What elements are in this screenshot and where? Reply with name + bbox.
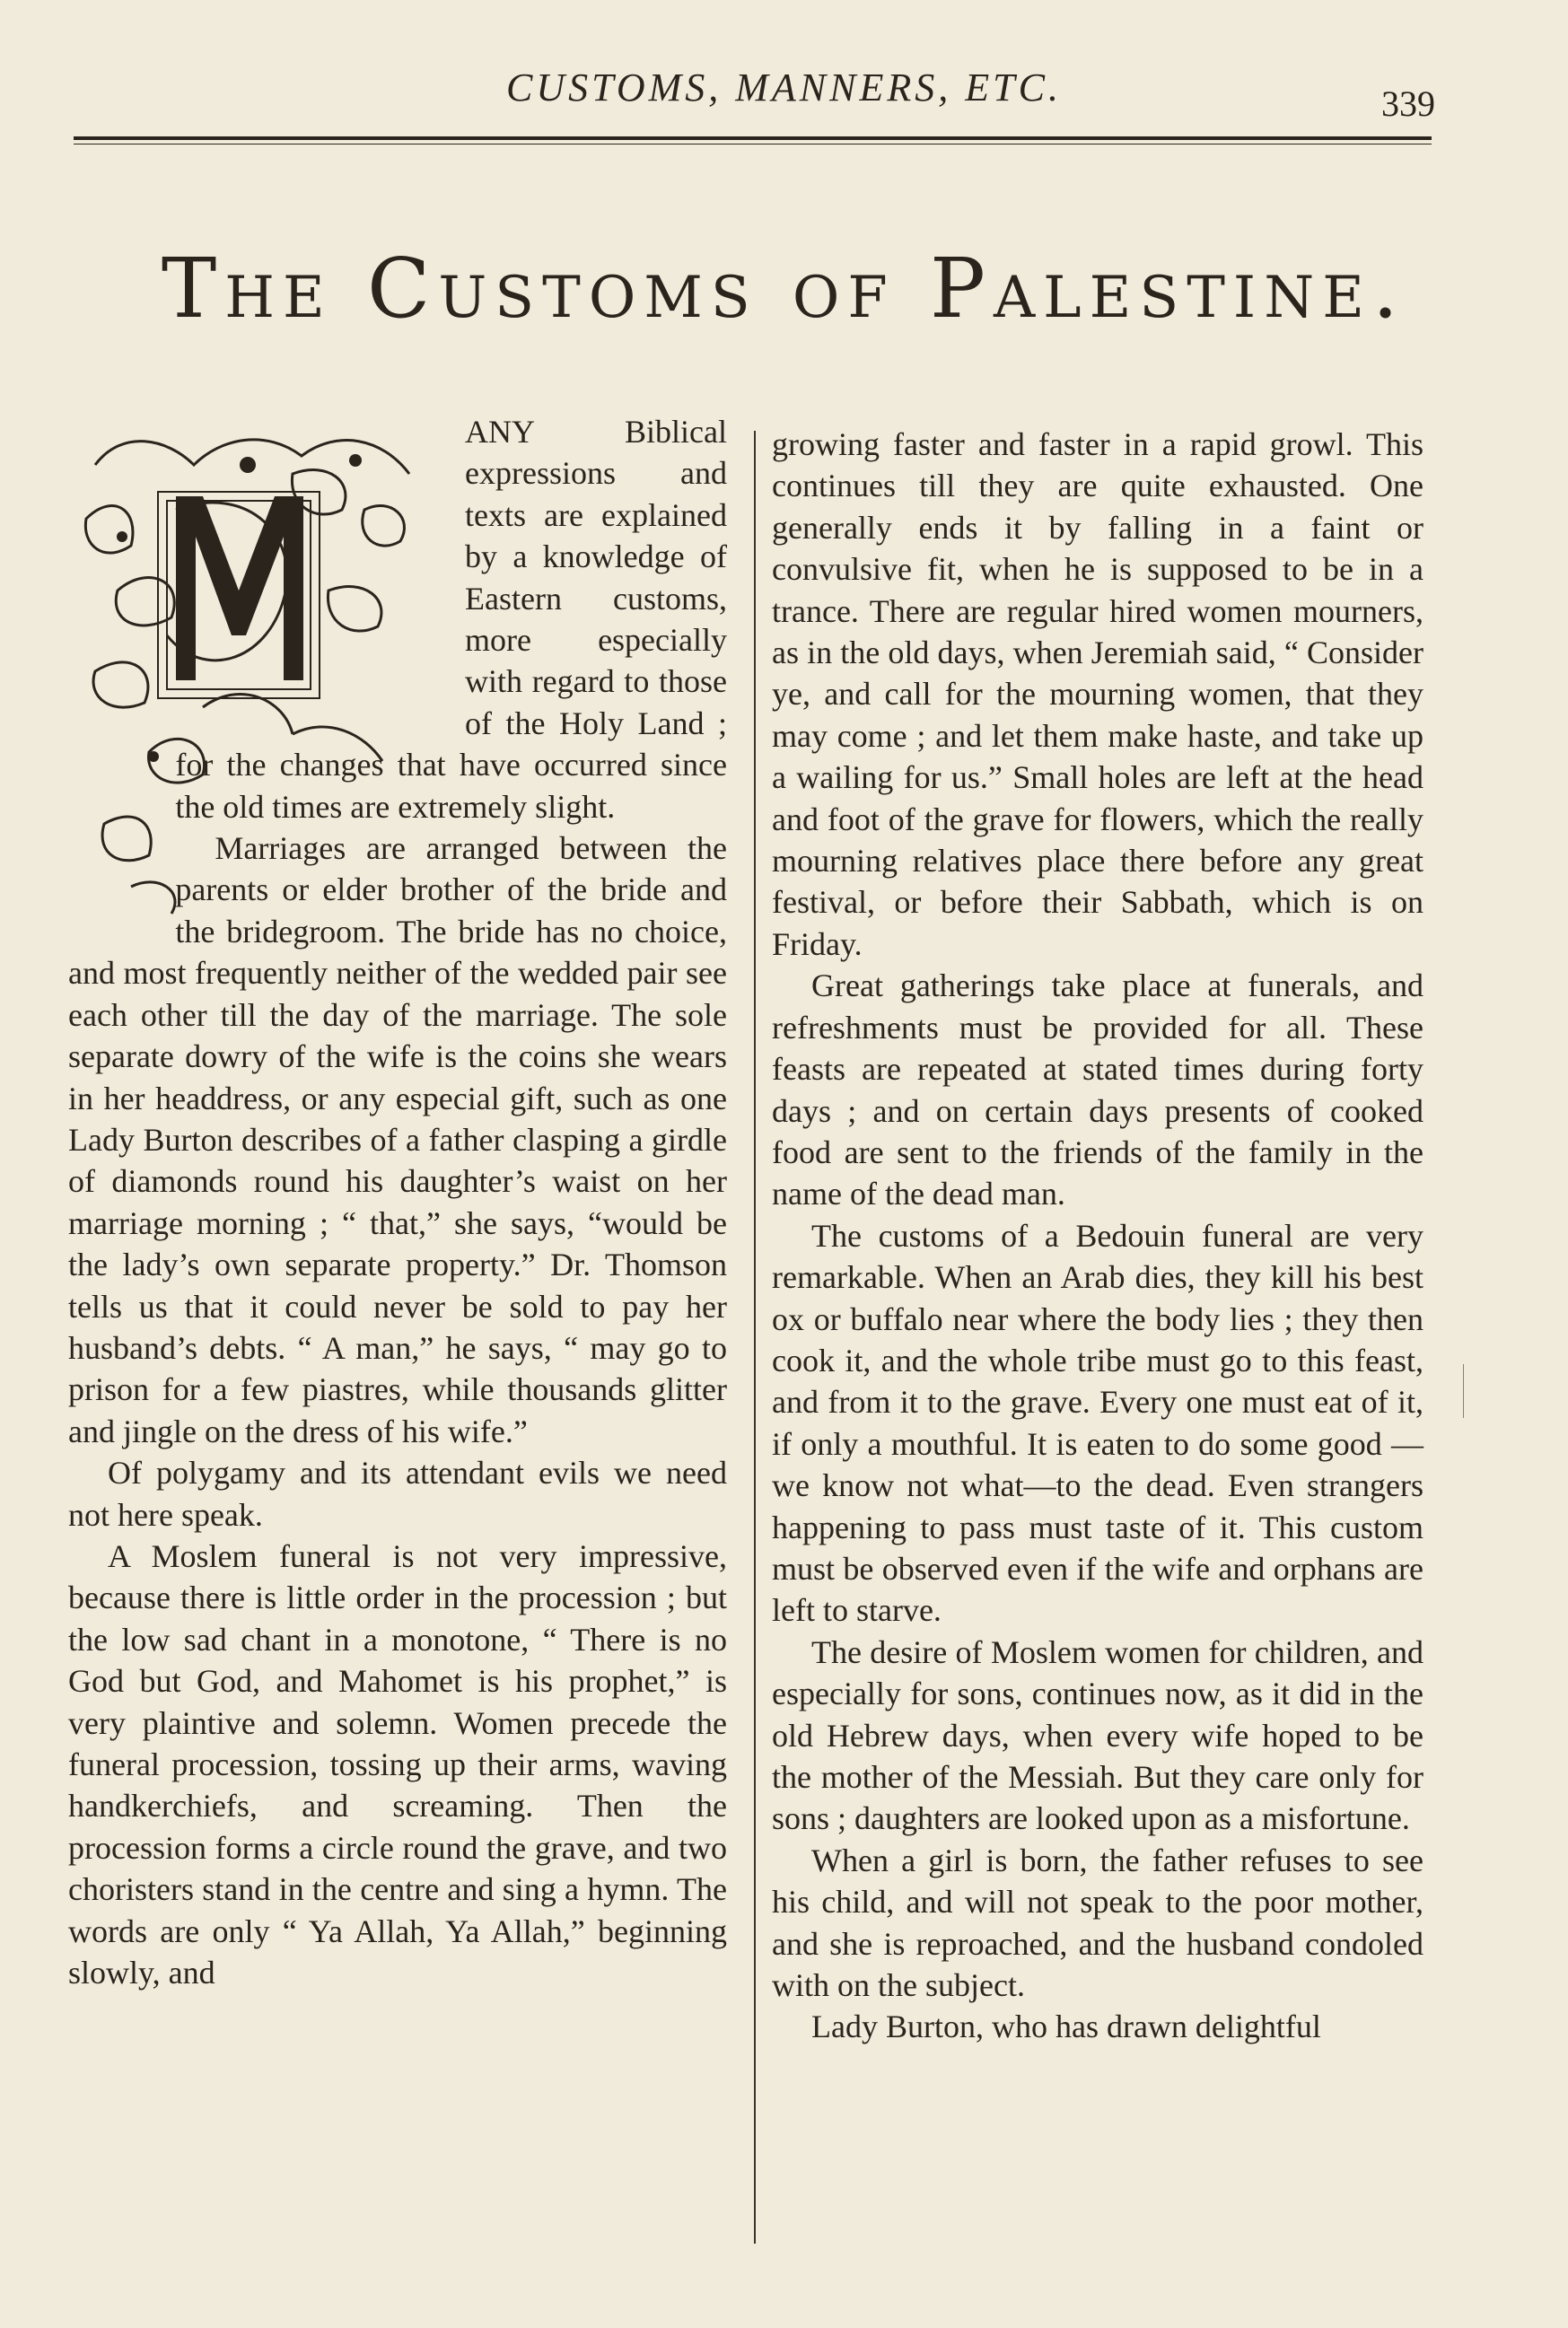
paragraph: The desire of Moslem women for children, and especially for sons, continues now, as it did in the old Hebrew days, when every wife hoped to be the mother of the Messiah. But they care only for sons ; daughters are looked upon as a misfortune. [772,1633,1423,1837]
article-title: The Customs of Palestine. [161,241,1407,337]
paragraph: When a girl is born, the father refuses to see his child, and will not speak to the poor mother, and she is reproached, and the husband condoled with on the subject. [772,1842,1423,2004]
paragraph: The customs of a Bedouin funeral are very remarkable. When an Arab dies, they kill his best ox or buffalo near where the body lies ; they then cook it, and the whole tribe must go to this feast, and from it to the grave. Every one must eat of it, if only a mouthful. It is eaten to do some good —we know not what—to the dead. Even strangers happening to pass must taste of it. This custom must be observed even if the wife and orphans are left to starve. [772,1217,1423,1629]
paragraph: Of polygamy and its attendant evils we need not here speak. [68,1455,727,1533]
paragraph: Great gatherings take place at funerals, and refreshments must be provided for all. These feasts are repeated at stated times during forty days ; and on certain days presents of cooked food are sent to the friends of the family in the name of the dead man. [772,967,1423,1212]
paragraph: growing faster and faster in a rapid growl. This continues till they are quite exhausted. One generally ends it by falling in a faint or convulsive fit, when he is supposed to be in a trance. There are regular hired women mourners, as in the old days, when Jeremiah said, “ Consider ye, and call for the mourning women, that they may come ; and let them make haste, and take up a wailing for us.” Small holes are left at the head and foot of the grave for flowers, which the really mourning relatives place there before any great festival, or before their Sabbath, which is on Friday. [772,426,1423,962]
right-column [772,424,1423,2048]
paragraph: Lady Burton, who has drawn delightful [811,2009,1321,2045]
page-header [0,0,1568,153]
margin-mark [1463,1364,1464,1418]
left-column [68,411,727,1993]
paragraph: A Moslem funeral is not very impressive, because there is little order in the procession ; but the low sad chant in a monotone, “ There is no God but God, and Mahomet is his prophet,” is very plaintive and solemn. Women precede the funeral procession, tossing up their arms, waving handkerchiefs, and screaming. Then the procession forms a circle round the grave, and two choristers stand in the centre and sing a hymn. The words are only “ Ya Allah, Ya Allah,” beginning slowly, and [68,1537,727,1991]
paragraph: ANY Biblical expressions and texts are explained by a knowledge of Eastern customs, more especially with regard to those of the Holy Land ; for the changes that have occurred since the old times are extremely slight. [175,414,727,825]
paragraph: Marriages are arranged between the parents or elder brother of the bride and the bridegroom. The bride has no choice, and most frequently neither of the wedded pair see each other till the day of the marriage. The sole separate dowry of the wife is the coins she wears in her headdress, or any especial gift, such as one Lady Burton describes of a father clasping a girdle of diamonds round his daughter’s waist on her marriage morning ; “ that,” she says, “would be the lady’s own separate property.” Dr. Thomson tells us that it could never be sold to pay her husband’s debts. “ A man,” he says, “ may go to prison for a few piastres, while thousands glitter and jingle on the dress of his wife.” [68,830,727,1449]
running-title: CUSTOMS, MANNERS, ETC. [506,66,1062,109]
page-number: 339 [1381,83,1435,124]
header-rule [74,136,1432,140]
column-divider [754,431,756,2244]
